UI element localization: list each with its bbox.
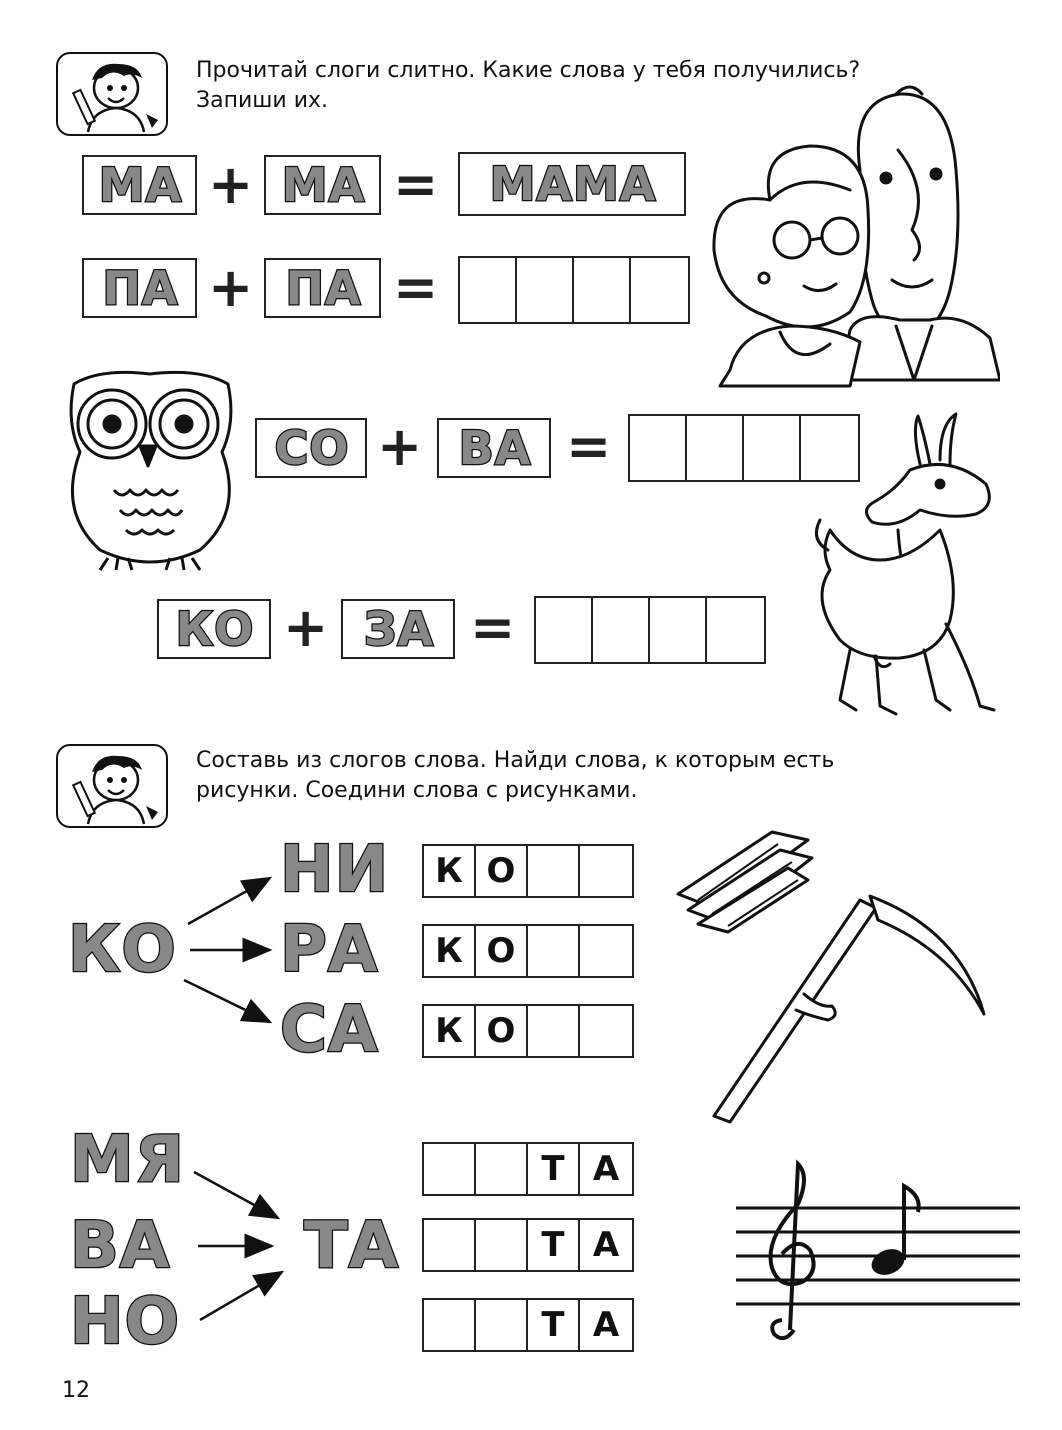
scythe-illustration [700, 890, 1000, 1130]
word-cell: К [424, 926, 476, 976]
syllable-text: СО [274, 421, 350, 475]
word-cell: О [476, 926, 528, 976]
equals-sign: = [566, 415, 612, 478]
answer-word-text: МАМА [489, 157, 657, 211]
arrow [188, 878, 270, 924]
music-note-illustration [736, 1150, 1022, 1350]
word-cell: А [592, 1225, 620, 1265]
ending-syllable: НИ [280, 833, 390, 907]
arrow [184, 980, 270, 1022]
equals-sign: = [470, 596, 516, 659]
word-cell: Т [528, 1144, 580, 1194]
arrow [194, 1172, 278, 1218]
syllable-text: ПА [102, 261, 179, 315]
plus-sign: + [283, 596, 329, 659]
task1-instruction-line2: Запиши их. [196, 88, 328, 113]
syllable-text: ЗА [363, 602, 435, 656]
plus-sign: + [377, 415, 423, 478]
plus-sign: + [208, 153, 254, 216]
start-syllable: НО [70, 1285, 180, 1359]
word-cell: К [424, 846, 476, 896]
word-cell: Т [528, 1220, 580, 1270]
start-syllable: КО [68, 913, 177, 987]
equals-sign: = [393, 256, 439, 319]
syllable-text: МА [98, 158, 183, 212]
task1-instruction-line1: Прочитай слоги слитно. Какие слова у тебя получились? [196, 58, 861, 83]
syllable-text: ПА [285, 261, 362, 315]
word-cell: А [592, 1305, 620, 1345]
word-cell: К [424, 1006, 476, 1056]
equals-sign: = [393, 153, 439, 216]
ending-syllable: РА [280, 913, 379, 987]
start-syllable: МЯ [70, 1123, 185, 1197]
task2-instruction-line2: рисунки. Соедини слова с рисунками. [196, 778, 638, 803]
start-syllable: ВА [70, 1209, 171, 1283]
plus-sign: + [208, 256, 254, 319]
syllable-text: МА [281, 158, 366, 212]
page-number: 12 [62, 1378, 90, 1403]
task2-instruction-line1: Составь из слогов слова. Найди слова, к которым есть [196, 748, 835, 773]
word-cell: А [592, 1149, 620, 1189]
ending-syllable: СА [280, 993, 379, 1067]
word-cell: О [476, 1006, 528, 1056]
syllable-text: ВА [458, 421, 532, 475]
word-cell: Т [528, 1300, 580, 1350]
end-syllable: ТА [304, 1209, 400, 1283]
arrow [200, 1272, 282, 1320]
word-cell: О [476, 846, 528, 896]
syllable-text: КО [175, 602, 255, 656]
